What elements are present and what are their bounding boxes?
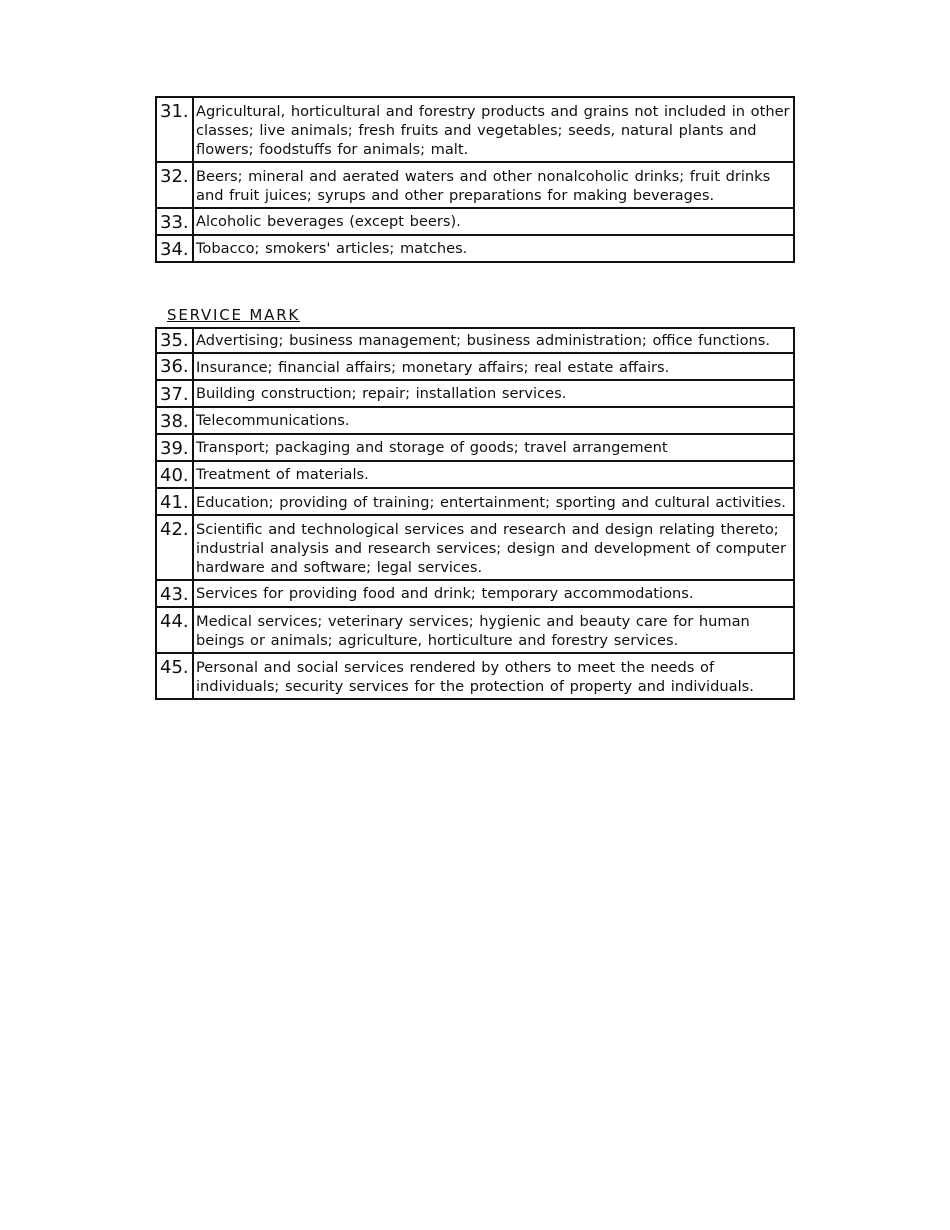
class-description: Personal and social services rendered by others to meet the needs of individuals; security services for the protection of property and individuals. [193,653,794,699]
class-description: Beers; mineral and aerated waters and other nonalcoholic drinks; fruit drinks and fruit juices; syrups and other preparations for making beverages. [193,162,794,208]
table-row [156,328,794,353]
table-row [156,461,794,488]
table-row [156,488,794,515]
class-description: Telecommunications. [193,407,794,434]
goods-classes-table [155,96,795,263]
class-number: 39. [156,434,193,461]
class-description: Tobacco; smokers' articles; matches. [193,235,794,262]
class-number: 41. [156,488,193,515]
class-description: Insurance; financial affairs; monetary affairs; real estate affairs. [193,353,794,380]
class-number: 37. [156,380,193,407]
table-row [156,380,794,407]
table-row [156,407,794,434]
class-description: Alcoholic beverages (except beers). [193,208,794,235]
class-number: 45. [156,653,193,699]
class-number: 38. [156,407,193,434]
class-number: 43. [156,580,193,607]
class-description: Treatment of materials. [193,461,794,488]
table-row [156,515,794,580]
class-description: Services for providing food and drink; temporary accommodations. [193,580,794,607]
table-row [156,353,794,380]
class-description: Transport; packaging and storage of goods; travel arrangement [193,434,794,461]
class-number: 40. [156,461,193,488]
class-number: 33. [156,208,193,235]
class-description: Building construction; repair; installation services. [193,380,794,407]
class-number: 36. [156,353,193,380]
table-row [156,235,794,262]
service-classes-table [155,327,795,700]
table-row [156,162,794,208]
class-number: 35. [156,328,193,353]
class-number: 32. [156,162,193,208]
class-description: Advertising; business management; business administration; office functions. [193,328,794,353]
class-description: Agricultural, horticultural and forestry products and grains not included in other classes; live animals; fresh fruits and vegetables; seeds, natural plants and flowers; foodstuffs for animals; malt. [193,97,794,162]
table-row [156,607,794,653]
class-description: Education; providing of training; entertainment; sporting and cultural activities. [193,488,794,515]
service-mark-heading: SERVICE MARK [167,306,301,324]
class-description: Scientific and technological services and research and design relating thereto; industrial analysis and research services; design and development of computer hardware and software; legal services. [193,515,794,580]
table-row [156,97,794,162]
class-description: Medical services; veterinary services; hygienic and beauty care for human beings or animals; agriculture, horticulture and forestry services. [193,607,794,653]
table-row [156,653,794,699]
table-row [156,208,794,235]
class-number: 31. [156,97,193,162]
table-row [156,580,794,607]
table-row [156,434,794,461]
class-number: 42. [156,515,193,580]
class-number: 34. [156,235,193,262]
class-number: 44. [156,607,193,653]
